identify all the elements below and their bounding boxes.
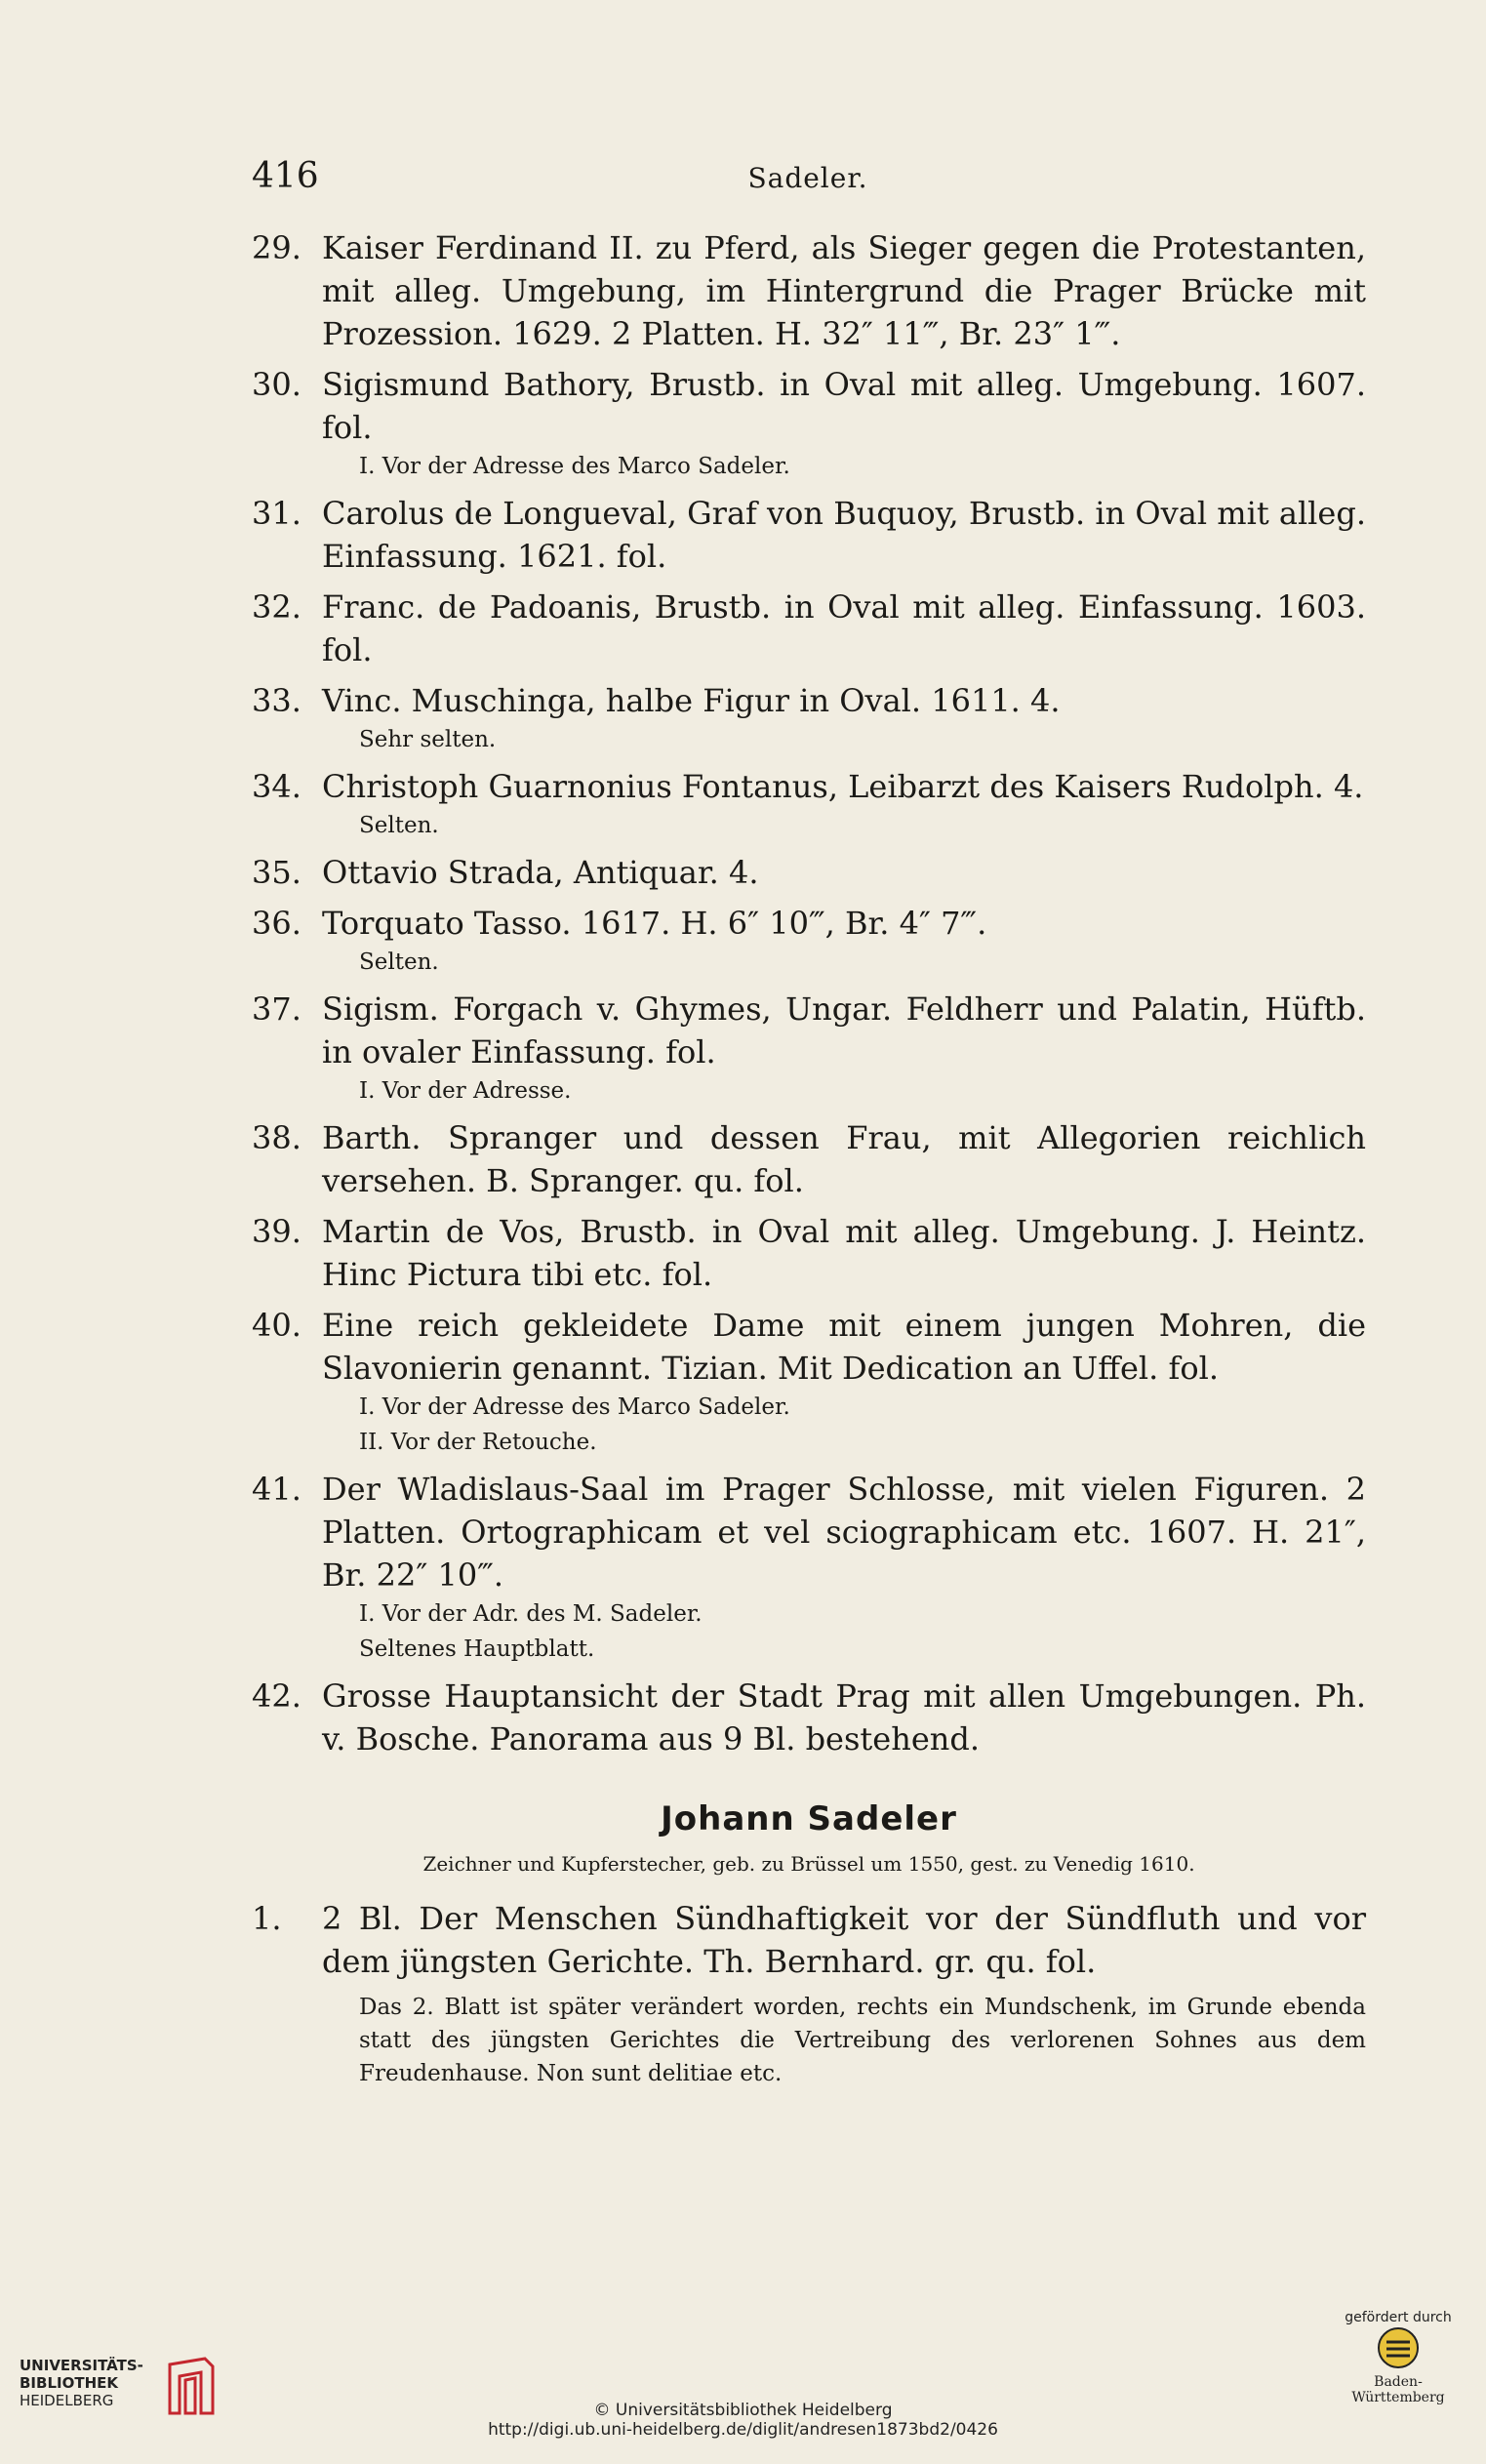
catalogue-entry (252, 1210, 1366, 1296)
page-number: 416 (252, 156, 319, 196)
entry-note: I. Vor der Adresse des Marco Sadeler. (359, 454, 790, 479)
entry-number: 36. (252, 905, 301, 942)
entry-text: Der Wladislaus-Saal im Prager Schlosse, mit vielen Figuren. 2 Platten. Ortographicam et vel sciographicam etc. 1607. H. 21″, Br. 22″ 10‴. (322, 1471, 1366, 1594)
entry-note: I. Vor der Adresse. (359, 1078, 572, 1104)
entry-number: 39. (252, 1213, 301, 1250)
catalogue-entry (252, 586, 1366, 671)
entry-note: Sehr selten. (359, 727, 497, 752)
catalogue-entry (252, 492, 1366, 578)
entry-text: Franc. de Padoanis, Brustb. in Oval mit alleg. Einfassung. 1603. fol. (322, 588, 1366, 668)
catalogue-entry (252, 988, 1366, 1109)
entry-number: 42. (252, 1677, 301, 1715)
entry-number: 41. (252, 1471, 301, 1508)
entry-number: 34. (252, 768, 301, 805)
catalogue-body (252, 226, 1366, 2090)
entry-text: Christoph Guarnonius Fontanus, Leibarzt des Kaisers Rudolph. 4. (322, 768, 1364, 805)
entry-text: Grosse Hauptansicht der Stadt Prag mit allen Umgebungen. Ph. v. Bosche. Panorama aus 9 Bl. bestehend. (322, 1677, 1366, 1757)
library-name-line3: HEIDELBERG (20, 2392, 114, 2409)
entry-number: 31. (252, 495, 301, 532)
entry-number: 33. (252, 682, 301, 719)
sponsor-label: gefördert durch (1345, 2310, 1452, 2325)
catalogue-entry (252, 851, 1366, 894)
footer (0, 2310, 1486, 2464)
entry-number: 40. (252, 1307, 301, 1344)
entry-text: Sigism. Forgach v. Ghymes, Ungar. Feldherr und Palatin, Hüftb. in ovaler Einfassung. fol. (322, 990, 1366, 1070)
entry-text: 2 Bl. Der Menschen Sündhaftigkeit vor der Sündfluth und vor dem jüngsten Gerichte. Th. Bernhard. gr. qu. fol. (322, 1900, 1366, 1980)
section-subtitle: Zeichner und Kupferstecher, geb. zu Brüssel um 1550, gest. zu Venedig 1610. (422, 1852, 1195, 1876)
entry-list (252, 226, 1366, 1760)
catalogue-entry (252, 902, 1366, 980)
running-title: Sadeler. (747, 162, 868, 194)
catalogue-entry (252, 1116, 1366, 1202)
entry-note: II. Vor der Retouche. (359, 1430, 597, 1455)
page-header (252, 156, 1364, 205)
state-coat-of-arms-icon (1376, 2325, 1421, 2370)
catalogue-entry (252, 679, 1366, 757)
entry-number: 30. (252, 366, 301, 403)
entry-text: Martin de Vos, Brustb. in Oval mit alleg. Umgebung. J. Heintz. Hinc Pictura tibi etc. fol. (322, 1213, 1366, 1293)
catalogue-entry (252, 226, 1366, 355)
entry-note: Selten. (359, 813, 439, 838)
section-note: Das 2. Blatt ist später verändert worden, rechts ein Mundschenk, im Grunde ebenda statt des jüngsten Gerichtes die Vertreibung des verlorenen Sohnes aus dem Freudenhause. Non sunt delitiae etc. (359, 1995, 1366, 2086)
section-title: Johann Sadeler (661, 1799, 957, 1838)
entry-note: I. Vor der Adresse des Marco Sadeler. (359, 1394, 790, 1420)
entry-number: 35. (252, 854, 301, 891)
entry-note: Seltenes Hauptblatt. (359, 1636, 595, 1662)
library-name-line1: UNIVERSITÄTS- (20, 2357, 143, 2374)
catalogue-entry (252, 765, 1366, 843)
copyright-text: © Universitätsbibliothek Heidelberg (593, 2401, 893, 2420)
entry-note: Selten. (359, 949, 439, 975)
library-name-line2: BIBLIOTHEK (20, 2374, 118, 2392)
entry-number: 37. (252, 990, 301, 1028)
entry-text: Torquato Tasso. 1617. H. 6″ 10‴, Br. 4″ 7‴. (322, 905, 987, 942)
catalogue-entry (252, 1675, 1366, 1760)
entry-number: 29. (252, 229, 301, 266)
sponsor-name: Baden-Württemberg (1351, 2374, 1445, 2405)
copyright-notice (0, 2401, 1486, 2440)
entry-text: Carolus de Longueval, Graf von Buquoy, Brustb. in Oval mit alleg. Einfassung. 1621. fol. (322, 495, 1366, 575)
entry-number: 32. (252, 588, 301, 626)
catalogue-entry (252, 1468, 1366, 1667)
permalink-url[interactable]: http://digi.ub.uni-heidelberg.de/diglit/andresen1873bd2/0426 (488, 2420, 998, 2440)
sponsor-block (1330, 2310, 1466, 2405)
section-entry (252, 1897, 1366, 1983)
entry-number: 1. (252, 1900, 282, 1937)
catalogue-entry (252, 1304, 1366, 1460)
entry-text: Eine reich gekleidete Dame mit einem jungen Mohren, die Slavonierin genannt. Tizian. Mit Dedication an Uffel. fol. (322, 1307, 1366, 1387)
entry-number: 38. (252, 1119, 301, 1156)
entry-text: Barth. Spranger und dessen Frau, mit Allegorien reichlich versehen. B. Spranger. qu. fol. (322, 1119, 1366, 1199)
entry-text: Sigismund Bathory, Brustb. in Oval mit alleg. Umgebung. 1607. fol. (322, 366, 1366, 446)
entry-text: Ottavio Strada, Antiquar. 4. (322, 854, 759, 891)
entry-text: Vinc. Muschinga, halbe Figur in Oval. 1611. 4. (322, 682, 1061, 719)
entry-note: I. Vor der Adr. des M. Sadeler. (359, 1601, 703, 1627)
catalogue-entry (252, 363, 1366, 484)
entry-text: Kaiser Ferdinand II. zu Pferd, als Sieger gegen die Protestanten, mit alleg. Umgebung, im Hintergrund die Prager Brücke mit Prozession. 1629. 2 Platten. H. 32″ 11‴, Br. 23″ 1‴. (322, 229, 1366, 352)
